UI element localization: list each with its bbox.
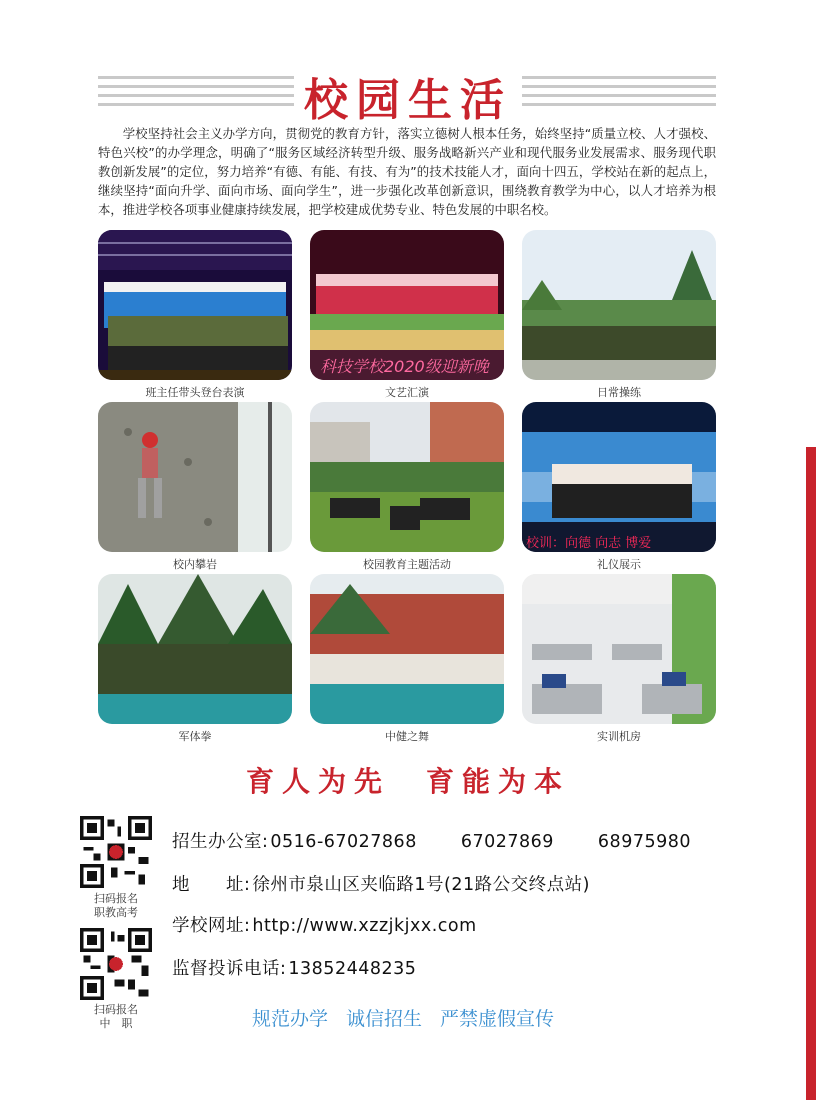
- footer-slogans: [252, 1004, 572, 1031]
- photo-martial-arts: [98, 574, 292, 724]
- intro-paragraph: 学校坚持社会主义办学方向，贯彻党的教育方针，落实立德树人根本任务，始终坚持“质量立校、人才强校、特色兴校”的办学理念，明确了“服务区域经济转型升级、服务战略新兴产业和现代服务业发展需求、服务现代职教创新发展”的定位，努力培养“有德、有能、有技、有为”的技术技能人才，面向十四五，学校站在新的起点上，继续坚持“面向升学、面向市场、面向学生”，进一步强化改革创新意识，围绕教育教学为中心，以人才培养为根本，推进学校各项事业健康持续发展，把学校建成优势专业、特色发展的中职名校。: [98, 126, 716, 217]
- slogan-right: 育能为本: [426, 765, 571, 798]
- photo-caption: 文艺汇演: [385, 386, 429, 399]
- qr-code-secondary-vocational[interactable]: [80, 928, 152, 1000]
- photo-zhongjian-dance: [310, 574, 504, 724]
- page-title: [0, 64, 816, 128]
- qr-caption: 扫码报名 中 职: [94, 1003, 138, 1030]
- photo-caption: 校内攀岩: [173, 558, 217, 571]
- office-label: 招生办公室:: [172, 832, 269, 852]
- svg-text:科技学校2020级迎新晚: 科技学校2020级迎新晚: [320, 357, 489, 376]
- office-phone[interactable]: 67027869: [460, 832, 554, 852]
- complaint-phone[interactable]: 13852448235: [288, 959, 417, 979]
- contact-complaint: [172, 955, 416, 980]
- photo-caption: 班主任带头登台表演: [145, 386, 245, 399]
- qr-caption: 扫码报名 职教高考: [94, 892, 138, 919]
- photo-computer-lab: [522, 574, 716, 724]
- photo-caption: 军体拳: [178, 730, 212, 743]
- contact-address: [172, 871, 590, 896]
- photo-caption: 中健之舞: [385, 730, 429, 743]
- photo-caption: 礼仪展示: [597, 558, 641, 571]
- footer-item: 诚信招生: [346, 1008, 423, 1030]
- photo-etiquette: [522, 402, 716, 552]
- photo-art-show: [310, 230, 504, 380]
- side-accent-bar: [806, 447, 816, 1100]
- page-title-text: 校园生活: [294, 75, 522, 126]
- photo-teacher-performance: [98, 230, 292, 380]
- address-label: 地 址:: [172, 875, 251, 895]
- photo-caption: 校园教育主题活动: [363, 558, 451, 571]
- contact-office: [172, 828, 691, 853]
- footer-item: 严禁虚假宣传: [440, 1008, 555, 1030]
- photo-rock-climbing: [98, 402, 292, 552]
- slogan-left: 育人为先: [245, 765, 390, 798]
- complaint-label: 监督投诉电话:: [172, 959, 287, 979]
- svg-text:校训：向德 向志 博爱: 校训：向德 向志 博爱: [526, 536, 652, 551]
- photo-caption: 日常操练: [597, 386, 641, 399]
- photo-campus-activity: [310, 402, 504, 552]
- contact-website: [172, 912, 477, 937]
- office-phone[interactable]: 0516-67027868: [270, 832, 417, 852]
- website-link[interactable]: http://www.xzzjkjxx.com: [252, 916, 477, 936]
- qr-code-vocational-exam[interactable]: [80, 816, 152, 888]
- website-label: 学校网址:: [172, 916, 251, 936]
- office-phone[interactable]: 68975980: [597, 832, 691, 852]
- photo-caption: 实训机房: [597, 730, 641, 743]
- photo-daily-drill: [522, 230, 716, 380]
- slogan: [0, 760, 816, 800]
- address-value: 徐州市泉山区夹临路1号(21路公交终点站): [252, 875, 590, 895]
- footer-item: 规范办学: [252, 1008, 329, 1030]
